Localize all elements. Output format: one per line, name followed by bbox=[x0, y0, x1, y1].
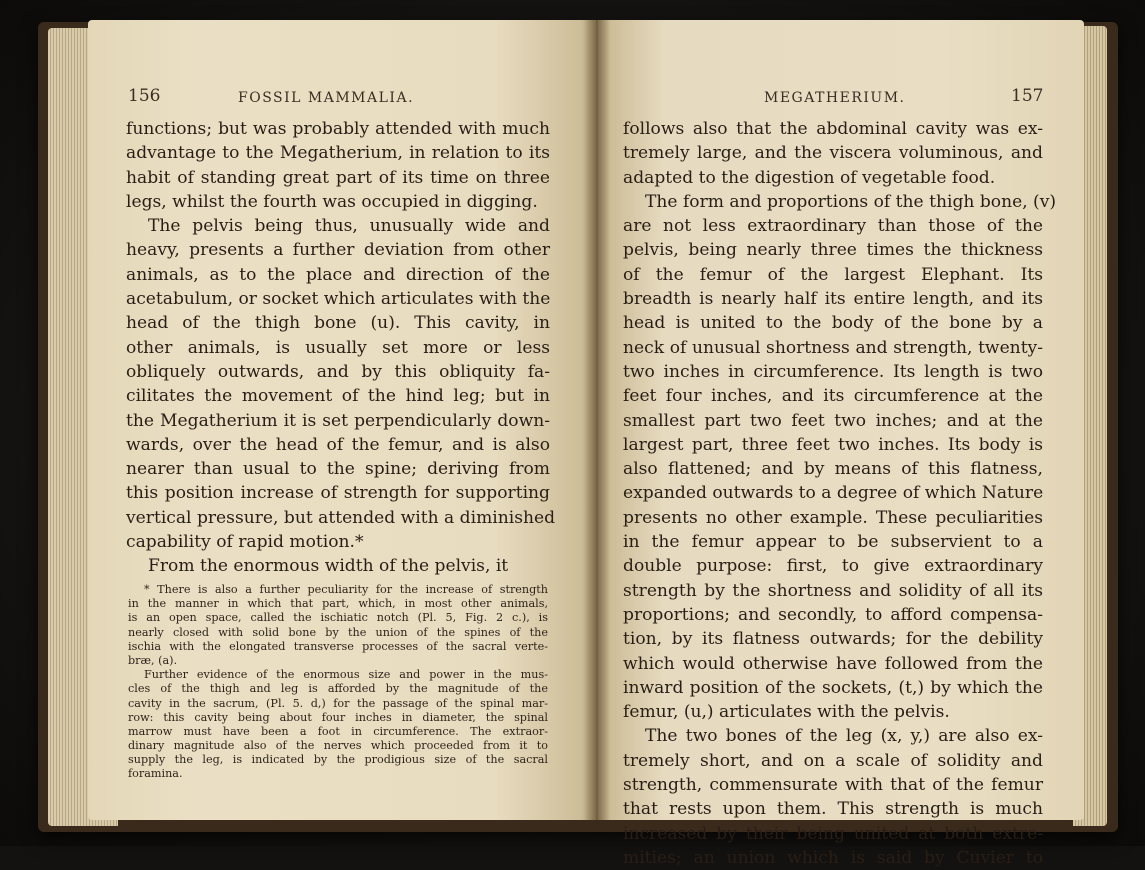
left-body-line: The pelvis being thus, unusually wide and bbox=[148, 216, 550, 237]
right-body-line: expanded outwards to a degree of which Nature bbox=[623, 483, 1044, 504]
right-body-line: inward position of the sockets, (t,) by which the bbox=[623, 677, 1043, 698]
right-body-line: tremely large, and the viscera voluminous, and bbox=[623, 143, 1043, 164]
right-body-line: adapted to the digestion of vegetable food. bbox=[623, 167, 996, 188]
right-body-line: strength by the shortness and solidity of all its bbox=[623, 580, 1043, 601]
left-footnote-line: supply the leg, is indicated by the prodigious size of the sacral bbox=[128, 753, 548, 767]
left-body-line: functions; but was probably attended with much bbox=[126, 119, 550, 139]
left-footnote-line: ischia with the elongated transverse processes of the sacral verte- bbox=[128, 639, 548, 653]
left-footnote-line: bræ, (a). bbox=[128, 653, 178, 667]
right-body-line: strength, commensurate with that of the femur bbox=[623, 775, 1043, 796]
left-body-line: nearer than usual to the spine; deriving from bbox=[126, 459, 550, 480]
left-body-line: advantage to the Megatherium, in relation to its bbox=[126, 143, 550, 164]
right-body-line: smallest part two feet two inches; and at the bbox=[623, 410, 1043, 431]
right-body-line: in the femur appear to be subservient to a bbox=[623, 532, 1043, 553]
right-body-line: two inches in circumference. Its length is two bbox=[623, 361, 1043, 382]
left-footnote bbox=[128, 583, 548, 782]
right-body-line: largest part, three feet two inches. Its body is bbox=[623, 434, 1043, 455]
left-footnote-line: dinary magnitude also of the nerves which proceeded from it to bbox=[128, 739, 548, 753]
right-body-line: head is united to the body of the bone by a bbox=[623, 313, 1043, 334]
left-body-line: wards, over the head of the femur, and is also bbox=[126, 434, 550, 455]
right-page-number: 157 bbox=[1011, 86, 1044, 106]
right-body-line: proportions; and secondly, to afford compensa- bbox=[623, 604, 1043, 625]
right-body-line: which would otherwise have followed from the bbox=[623, 653, 1043, 674]
right-body-line: tion, by its flatness outwards; for the debility bbox=[623, 629, 1043, 650]
left-body-line: this position increase of strength for supporting bbox=[126, 483, 550, 504]
right-body-line: The two bones of the leg (x, y,) are also ex- bbox=[645, 726, 1043, 747]
left-body-line: legs, whilst the fourth was occupied in digging. bbox=[126, 191, 538, 212]
right-body-line: are not less extraordinary than those of the bbox=[623, 216, 1043, 237]
left-body-line: obliquely outwards, and by this obliquity fa- bbox=[126, 361, 550, 382]
left-body-line: the Megatherium it is set perpendicularly down- bbox=[126, 410, 550, 431]
left-body-text bbox=[126, 117, 556, 579]
left-running-head: FOSSIL MAMMALIA. bbox=[238, 90, 415, 106]
left-body-line: habit of standing great part of its time on three bbox=[126, 167, 550, 188]
right-body-line: breadth is nearly half its entire length, and its bbox=[623, 289, 1043, 310]
right-body-line: neck of unusual shortness and strength, twenty- bbox=[623, 337, 1043, 358]
left-footnote-line: cavity in the sacrum, (Pl. 5. d,) for the passage of the spinal mar- bbox=[128, 696, 548, 710]
right-body-line: feet four inches, and its circumference at the bbox=[623, 386, 1043, 407]
right-body-line: also flattened; and by means of this flatness, bbox=[623, 459, 1043, 480]
left-body-line: head of the thigh bone (u). This cavity, in bbox=[126, 313, 550, 334]
left-body-line: animals, as to the place and direction of the bbox=[126, 264, 550, 285]
left-body-line: vertical pressure, but attended with a diminished bbox=[126, 507, 556, 528]
left-page-number: 156 bbox=[128, 86, 161, 106]
right-body-line: pelvis, being nearly three times the thickness bbox=[623, 240, 1043, 261]
left-body-line: capability of rapid motion.* bbox=[126, 532, 364, 553]
right-body-line: that rests upon them. This strength is much bbox=[623, 799, 1043, 820]
right-body-line: presents no other example. These peculiarities bbox=[623, 507, 1043, 528]
left-footnote-line: in the manner in which that part, which, in most other animals, bbox=[128, 597, 548, 611]
left-footnote-line: * There is also a further peculiarity for the increase of strength bbox=[144, 583, 548, 596]
left-footnote-line: is an open space, called the ischiatic notch (Pl. 5, Fig. 2 c.), is bbox=[128, 611, 548, 625]
left-footnote-line: foramina. bbox=[128, 767, 183, 781]
right-page bbox=[596, 20, 1084, 868]
right-body-line: The form and proportions of the thigh bone, (v) bbox=[645, 191, 1057, 212]
left-page bbox=[88, 20, 596, 820]
left-footnote-line: row: this cavity being about four inches in diameter, the spinal bbox=[128, 710, 548, 724]
right-body-line: double purpose: first, to give extraordinary bbox=[623, 556, 1043, 577]
left-footnote-line: nearly closed with solid bone by the union of the spines of the bbox=[128, 625, 548, 639]
left-body-line: other animals, is usually set more or less bbox=[126, 337, 550, 358]
right-body-line: tremely short, and on a scale of solidity and bbox=[623, 750, 1043, 771]
left-body-line: acetabulum, or socket which articulates with the bbox=[126, 289, 551, 310]
left-footnote-line: marrow must have been a foot in circumference. The extraor- bbox=[128, 724, 548, 738]
left-body-line: From the enormous width of the pelvis, it bbox=[148, 556, 509, 577]
left-body-line: heavy, presents a further deviation from other bbox=[126, 240, 550, 261]
left-body-line: cilitates the movement of the hind leg; but in bbox=[126, 386, 550, 407]
right-body-line: femur, (u,) articulates with the pelvis. bbox=[623, 702, 950, 723]
right-body-line: of the femur of the largest Elephant. Its bbox=[623, 264, 1043, 285]
left-footnote-line: Further evidence of the enormous size and power in the mus- bbox=[144, 668, 548, 682]
right-running-head: MEGATHERIUM. bbox=[764, 90, 906, 106]
right-body-line: mities; an union which is said by Cuvier to bbox=[623, 847, 1043, 868]
left-footnote-line: cles of the thigh and leg is afforded by the magnitude of the bbox=[128, 682, 548, 696]
right-body-text bbox=[623, 117, 1057, 870]
right-body-line: follows also that the abdominal cavity was ex- bbox=[623, 119, 1043, 139]
right-body-line: increased by their being united at both extre- bbox=[623, 823, 1043, 844]
